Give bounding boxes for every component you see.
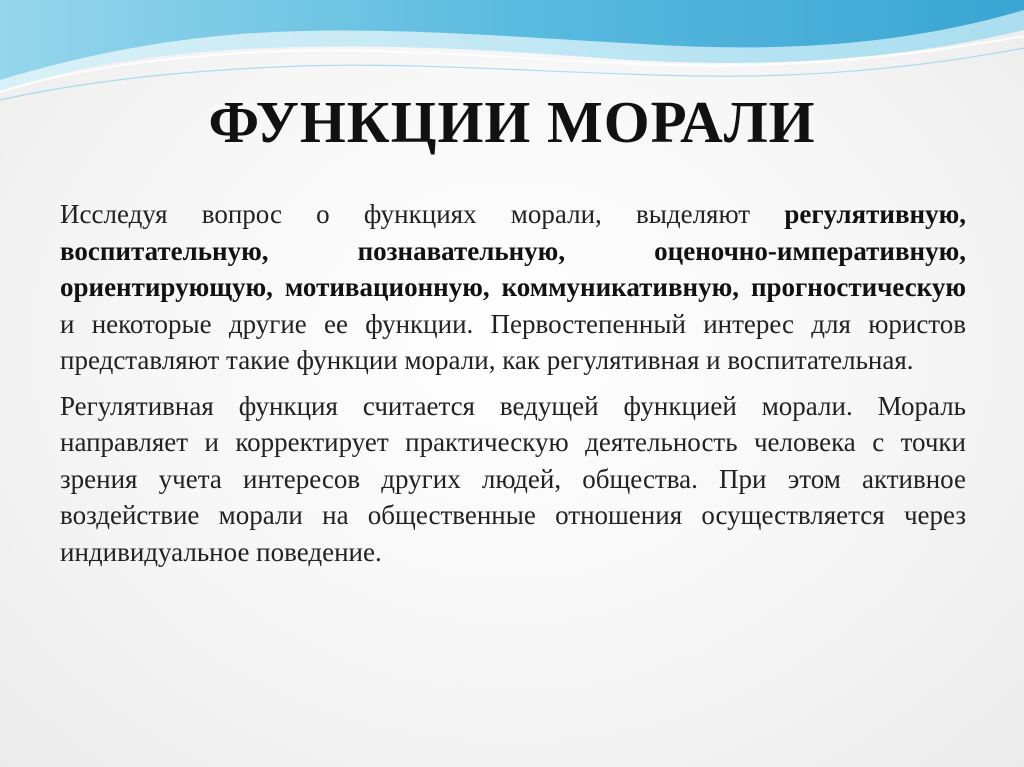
paragraph-intro: Исследуя вопрос о функциях морали, выделяют bbox=[60, 199, 785, 229]
page-title: ФУНКЦИИ МОРАЛИ bbox=[208, 89, 816, 155]
paragraph-rest: и некоторые другие ее функции. Первостепенный интерес для юристов представляют такие функции морали, как регулятивная и воспитательная. bbox=[60, 308, 966, 375]
functions-list: регулятивную, воспитательную, познавательную, оценочно-императивную, ориентирующую, мотивационную, коммуникативную, прогностическую bbox=[60, 199, 966, 302]
paragraph-regulative: Регулятивная функция считается ведущей функцией морали. Мораль направляет и корректирует практическую деятельность человека с точки зрения учета интересов других людей, общества. При этом активное воздействие морали на общественные отношения осуществляется через индивидуальное поведение. bbox=[60, 390, 966, 567]
slide-body bbox=[60, 196, 966, 570]
paragraph-functions bbox=[60, 196, 966, 379]
